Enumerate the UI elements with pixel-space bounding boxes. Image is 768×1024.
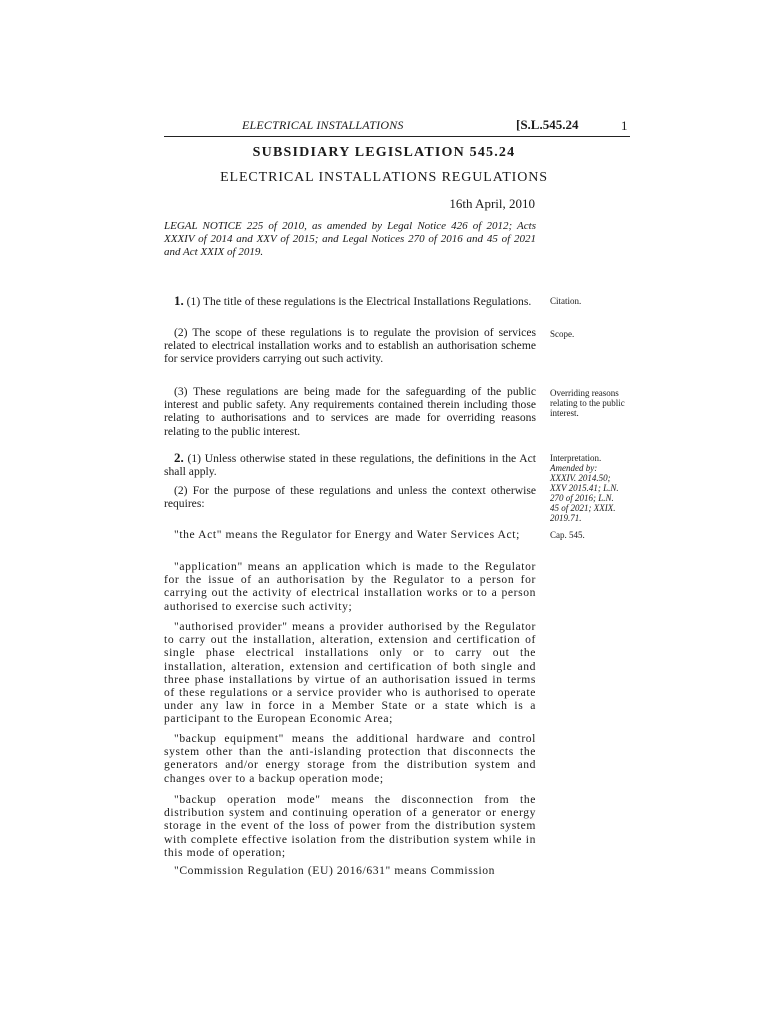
regulation-2-2-text: (2) For the purpose of these regulations and unless the context otherwise requires: [164, 484, 536, 511]
regulation-2-number: 2. [174, 450, 184, 465]
legal-notice: LEGAL NOTICE 225 of 2010, as amended by Legal Notice 426 of 2012; Acts XXXIV of 2014 and XXV of 2015; and Legal Notices 270 of 2016 and 45 of 2021 and Act XXIX of 2019. [164, 220, 536, 258]
margin-note-amended-by: Amended by: XXXIV. 2014.50; XXV 2015.41; L.N. 270 of 2016; L.N. 45 of 2021; XXIX. 2019.71. [550, 463, 619, 523]
regulation-2-2 [164, 484, 536, 510]
definition-commission-regulation: "Commission Regulation (EU) 2016/631" means Commission [174, 864, 496, 877]
definition-authorised-provider: "authorised provider" means a provider authorised by the Regulator to carry out the installation, alteration, extension and certification of single phase electrical installations only or to carry out the installation, alteration, extension and certification of both single and three phase installations by virtue of an authorisation issued in terms of these regulations or a service provider who is authorised to operate under any law in force in a Member State or a state which is a participant to the European Economic Area; [164, 620, 536, 726]
regulation-1-number: 1. [174, 293, 184, 308]
regulation-2-1-text: (1) Unless otherwise stated in these regulations, the definitions in the Act shall apply. [164, 452, 536, 479]
running-header-title: ELECTRICAL INSTALLATIONS [242, 118, 404, 132]
regulation-1-2 [164, 326, 536, 366]
date-line: 16th April, 2010 [449, 196, 535, 211]
regulation-1-1-text: (1) The title of these regulations is the Electrical Installations Regulations. [186, 295, 532, 308]
margin-note-scope: Scope. [550, 329, 575, 339]
regulation-1-3 [164, 385, 536, 438]
page-number: 1 [621, 118, 628, 133]
definition-the-act: "the Act" means the Regulator for Energy and Water Services Act; [174, 528, 520, 541]
definition-backup-operation-mode: "backup operation mode" means the disconnection from the distribution system and continuing operation of a generator or energy storage in the event of the loss of power from the distribution system with complete effective isolation from the distribution system while in this mode of operation; [164, 793, 536, 859]
regulation-1-1 [164, 294, 536, 308]
margin-note-citation: Citation. [550, 296, 582, 306]
running-header-reference: [S.L.545.24 [516, 117, 579, 132]
header-rule [164, 136, 630, 137]
definition-backup-equipment: "backup equipment" means the additional hardware and control system other than the anti-islanding protection that disconnects the generators and/or energy storage from the distribution system and changes over to a backup operation mode; [164, 732, 536, 785]
regulation-2-1 [164, 451, 536, 478]
margin-note-interpretation: Interpretation. [550, 453, 602, 463]
regulations-title: ELECTRICAL INSTALLATIONS REGULATIONS [220, 170, 548, 185]
legislation-title: SUBSIDIARY LEGISLATION 545.24 [252, 145, 516, 160]
definition-application: "application" means an application which is made to the Regulator for the issue of an authorisation by the Regulator to a person for carrying out the activity of electrical installation works or to a person authorised to exercise such activity; [164, 560, 536, 613]
regulation-1-3-text: (3) These regulations are being made for the safeguarding of the public interest and public safety. Any requirements contained therein including those relating to authorisations and to services are made for overriding reasons relating to the public interest. [164, 385, 536, 438]
margin-note-cap: Cap. 545. [550, 530, 585, 540]
margin-note-overriding: Overriding reasons relating to the public interest. [550, 388, 625, 418]
regulation-1-2-text: (2) The scope of these regulations is to regulate the provision of services related to electrical installation works and to establish an authorisation scheme for service providers carrying out such activity. [164, 326, 536, 366]
